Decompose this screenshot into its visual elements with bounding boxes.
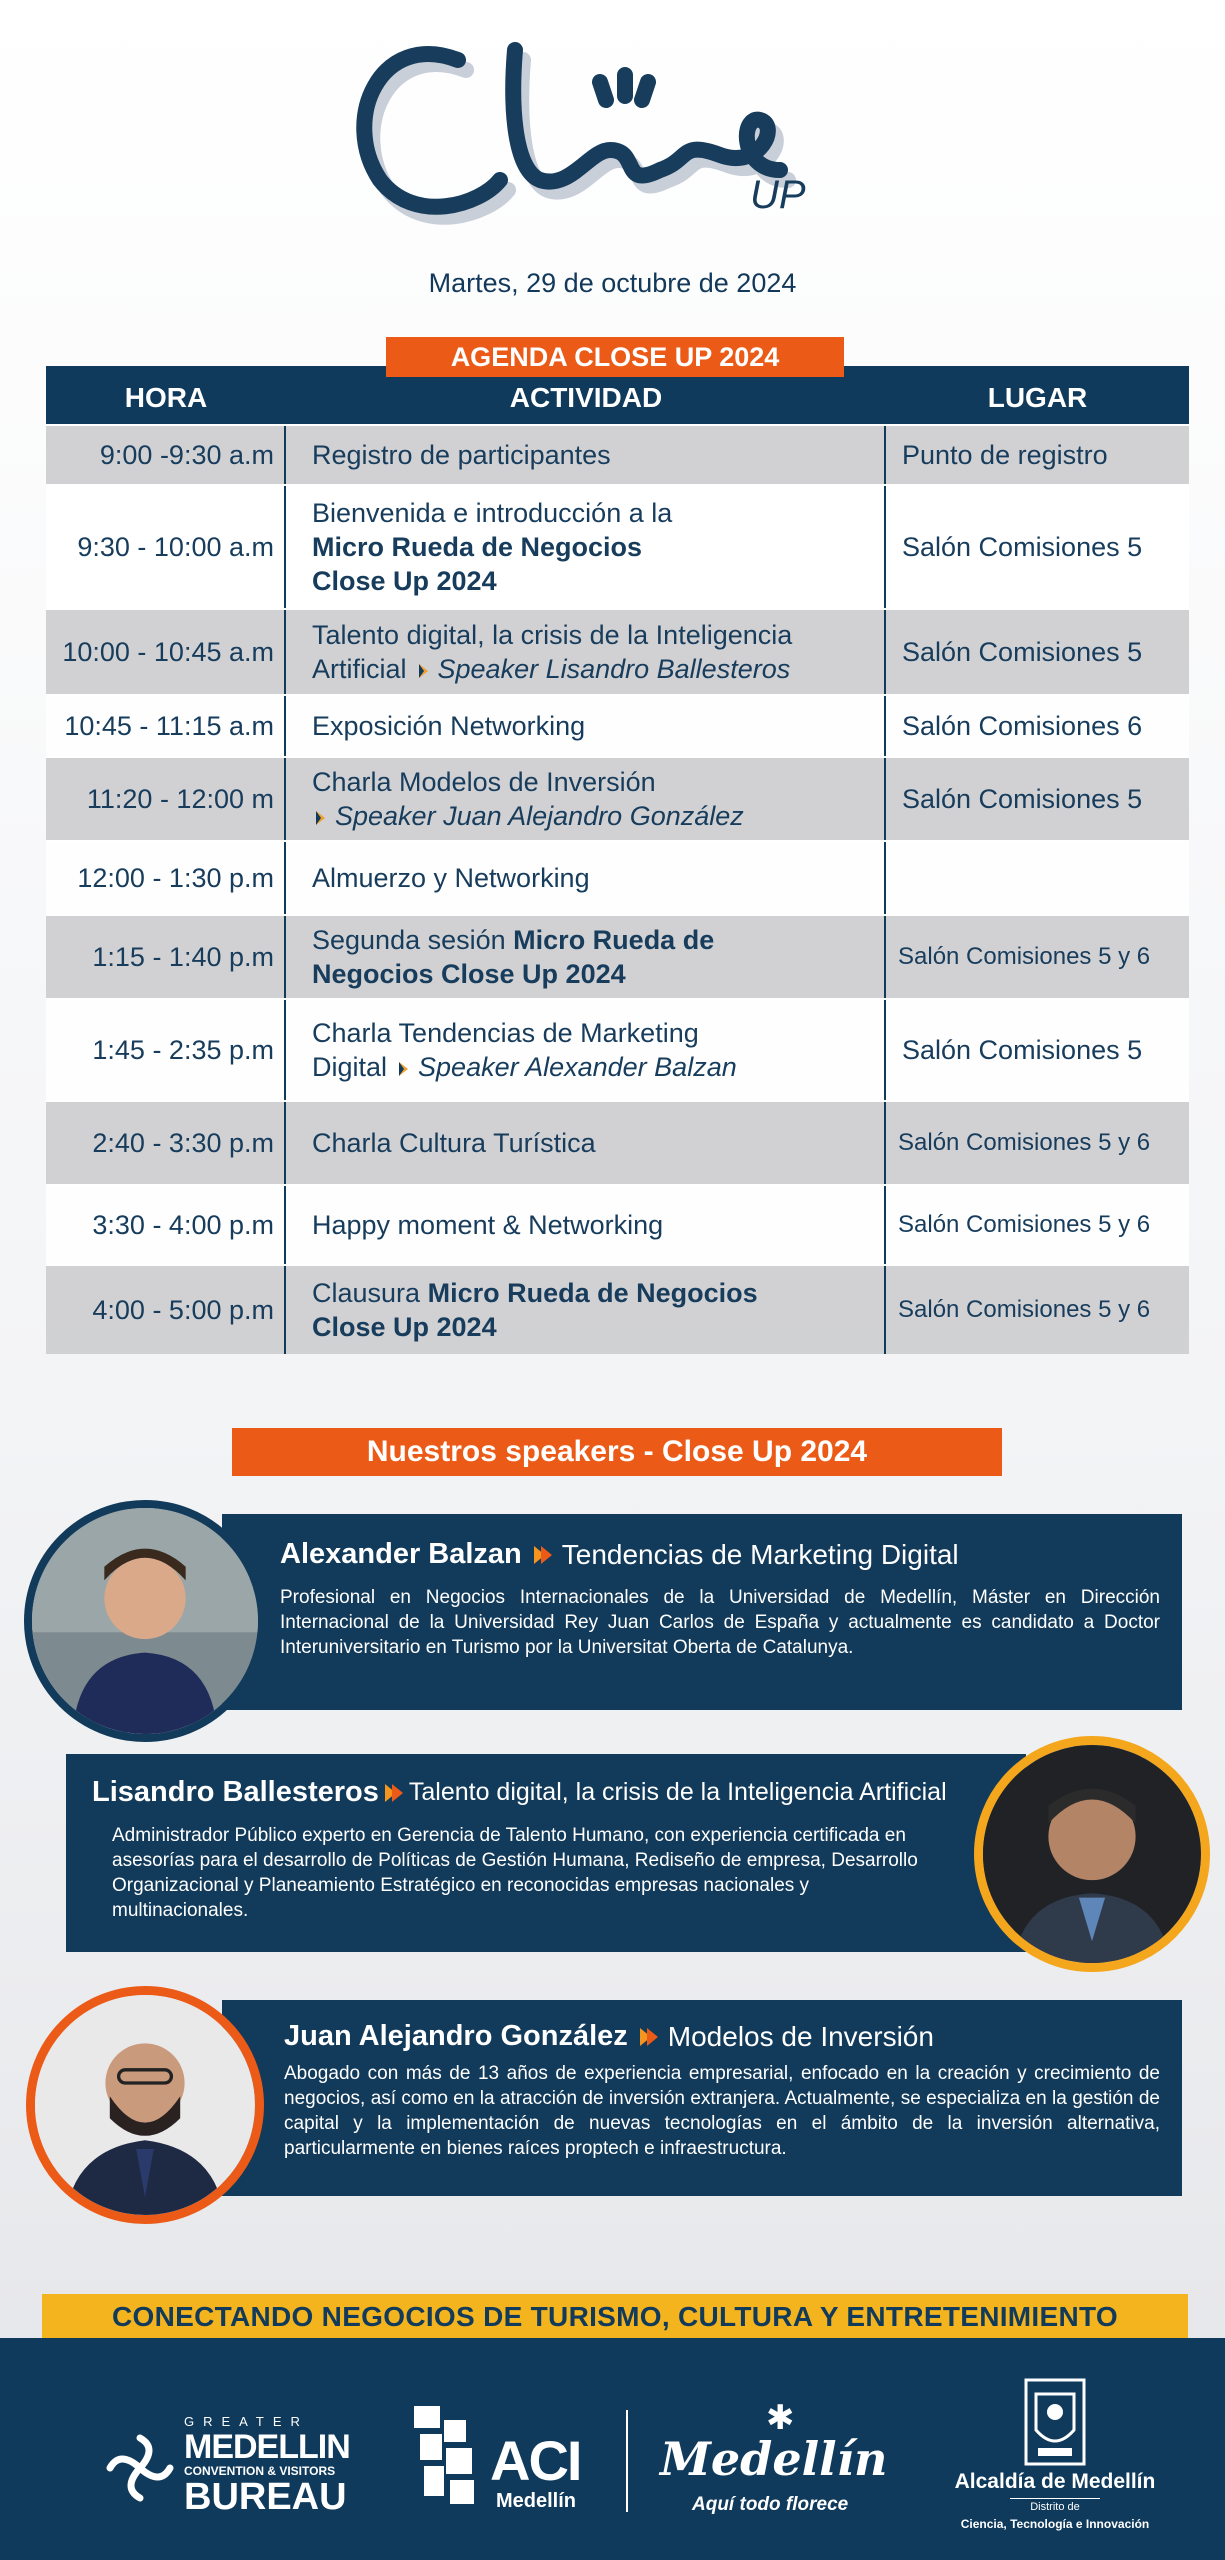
row-time: 3:30 - 4:00 p.m [46,1186,286,1264]
speakers-title: Nuestros speakers - Close Up 2024 [232,1428,1002,1476]
row-activity [286,426,886,484]
tagline-strip: CONECTANDO NEGOCIOS DE TURISMO, CULTURA Y ENTRETENIMIENTO [42,2294,1188,2338]
speaker-name: Juan Alejandro González [284,2020,628,2052]
speaker-bio: Profesional en Negocios Internacionales de la Universidad de Medellín, Máster en Dirección Internacional de la Universidad Rey Juan Carlos de España y actualmente es candidato a Doctor Interuniversitario en Turismo por la Universitat Oberta de Catalunya. [280,1587,1160,1658]
row-activity [286,1186,886,1264]
bureau-l1: GREATER [184,2414,309,2429]
activity-bold: Micro Rueda de Negocios [312,532,643,562]
speaker-name: Lisandro Ballesteros [92,1776,379,1808]
medellin-l1: Medellín [660,2432,888,2486]
speaker-photo [24,1500,266,1742]
aci-l1: ACI [490,2429,581,2492]
row-place: Salón Comisiones 6 [902,710,1143,741]
double-arrow-icon [534,1546,552,1564]
aci-logo [410,2400,590,2520]
row-place: Salón Comisiones 5 y 6 [898,1211,1151,1238]
play-arrow-icon [399,1062,408,1076]
row-time: 1:45 - 2:35 p.m [46,1000,286,1100]
speaker-card [66,1754,1026,1952]
event-date: Martes, 29 de octubre de 2024 [428,268,797,298]
row-time: 11:20 - 12:00 m [46,758,286,840]
table-row [46,756,1189,840]
row-time: 10:45 - 11:15 a.m [46,696,286,756]
row-activity [286,916,886,998]
agenda-table [46,366,1189,1354]
activity-text: Segunda sesión [312,925,506,955]
row-place: Punto de registro [902,439,1108,470]
activity-text: Almuerzo y Networking [312,863,590,893]
speaker-bio: Abogado con más de 13 años de experiencia empresarial, enfocado en la creación y crecimiento de negocios, así como en la atracción de inversión extranjera. Actualmente, se especializa en la gestión de capital y la implementación de nuevas tecnologías en el ámbito de la inversión alternativa, particularmente en bienes raíces proptech e infraestructura. [284,2063,1160,2159]
activity-text: Charla Cultura Turística [312,1128,596,1158]
double-arrow-icon [640,2028,658,2046]
row-activity [286,1102,886,1184]
row-time: 9:00 -9:30 a.m [46,426,286,484]
row-time: 10:00 - 10:45 a.m [46,610,286,694]
speaker-card [222,1514,1182,1710]
alcaldia-l1: Alcaldía de Medellín [954,2470,1156,2493]
row-time: 9:30 - 10:00 a.m [46,486,286,608]
row-activity [286,610,886,694]
row-activity [286,696,886,756]
speaker-name: Alexander Balzan [280,1538,522,1570]
row-time: 2:40 - 3:30 p.m [46,1102,286,1184]
row-place [886,842,1189,914]
footer-divider [626,2410,628,2512]
speaker-topic: Talento digital, la crisis de la Inteligencia Artificial [408,1778,947,1806]
logo-sub-text: UP [750,173,806,217]
speaker-name: Speaker Alexander Balzan [418,1052,737,1082]
activity-bold: Close Up 2024 [312,566,497,596]
table-row [46,694,1189,756]
play-arrow-icon [419,664,428,678]
speaker-bio: Administrador Público experto en Gerencia de Talento Humano, con experiencia certificada en asesorías para el desarrollo de Políticas de Gestión Humana, Rediseño de empresa, Desarrollo Organizacional y Planeamiento Estratégico en reconocidas empresas nacionales y multinacionales. [112,1825,918,1921]
close-up-logo [340,30,880,230]
activity-text: Happy moment & Networking [312,1210,664,1240]
speaker-topic: Tendencias de Marketing Digital [561,1538,959,1570]
table-row [46,840,1189,914]
activity-text: Registro de participantes [312,440,611,470]
table-row [46,1184,1189,1264]
row-place: Salón Comisiones 5 [902,531,1143,562]
table-row [46,1264,1189,1354]
row-time: 1:15 - 1:40 p.m [46,916,286,998]
row-place: Salón Comisiones 5 y 6 [898,1296,1151,1323]
table-row [46,1100,1189,1184]
header-hora: HORA [124,382,208,413]
flower-icon: ✱ [766,2399,795,2437]
table-row [46,998,1189,1100]
row-place: Salón Comisiones 5 [902,783,1143,814]
activity-text: Digital [312,1052,388,1082]
table-row [46,914,1189,998]
activity-text: Bienvenida e introducción a la [312,498,673,528]
activity-bold: Micro Rueda de [513,925,715,955]
activity-text: Artificial [312,654,407,684]
bureau-l2: MEDELLIN [184,2428,350,2466]
speaker-photo [26,1986,264,2224]
activity-bold: Micro Rueda de Negocios [427,1278,758,1308]
table-row [46,484,1189,608]
row-activity [286,842,886,914]
medellin-bureau-logo [100,2408,360,2518]
table-row [46,424,1189,484]
row-activity [286,758,886,840]
activity-bold: Close Up 2024 [312,1312,497,1342]
activity-text: Charla Modelos de Inversión [312,767,656,797]
speaker-topic: Modelos de Inversión [667,2020,934,2052]
row-place: Salón Comisiones 5 [902,636,1143,667]
bureau-swirl-icon [100,2428,180,2508]
activity-text: Clausura [312,1278,421,1308]
speaker-card [222,2000,1182,2196]
row-time: 4:00 - 5:00 p.m [46,1266,286,1354]
row-place: Salón Comisiones 5 y 6 [898,943,1151,970]
activity-bold: Negocios Close Up 2024 [312,959,626,989]
activity-text: Talento digital, la crisis de la Inteligencia [312,620,793,650]
alcaldia-l3: Ciencia, Tecnología e Innovación [960,2517,1150,2531]
agenda-title: AGENDA CLOSE UP 2024 [386,337,844,377]
header-actividad: ACTIVIDAD [509,382,663,413]
speaker-name: Speaker Lisandro Ballesteros [437,654,791,684]
row-activity [286,1000,886,1100]
alcaldia-logo [940,2378,1170,2548]
bureau-l4: BUREAU [184,2476,347,2518]
aci-l2: Medellín [496,2490,577,2512]
medellin-l2: Aquí todo florece [692,2494,849,2515]
row-place: Salón Comisiones 5 [902,1034,1143,1065]
row-place: Salón Comisiones 5 y 6 [898,1129,1151,1156]
footer [0,2338,1225,2560]
header-lugar: LUGAR [987,382,1088,413]
row-activity [286,1266,886,1354]
coat-of-arms-icon [1024,2378,1086,2466]
activity-text: Charla Tendencias de Marketing [312,1018,699,1048]
aci-cubes-icon [410,2400,490,2510]
alcaldia-l2: Distrito de [1010,2498,1100,2513]
play-arrow-icon [316,811,325,825]
table-row [46,608,1189,694]
double-arrow-icon [385,1784,403,1802]
bureau-l3: CONVENTION & VISITORS [184,2464,336,2478]
speaker-name: Speaker Juan Alejandro González [335,801,744,831]
activity-text: Exposición Networking [312,711,586,741]
medellin-logo [660,2399,900,2524]
speaker-photo [974,1736,1210,1972]
row-activity [286,486,886,608]
row-time: 12:00 - 1:30 p.m [46,842,286,914]
